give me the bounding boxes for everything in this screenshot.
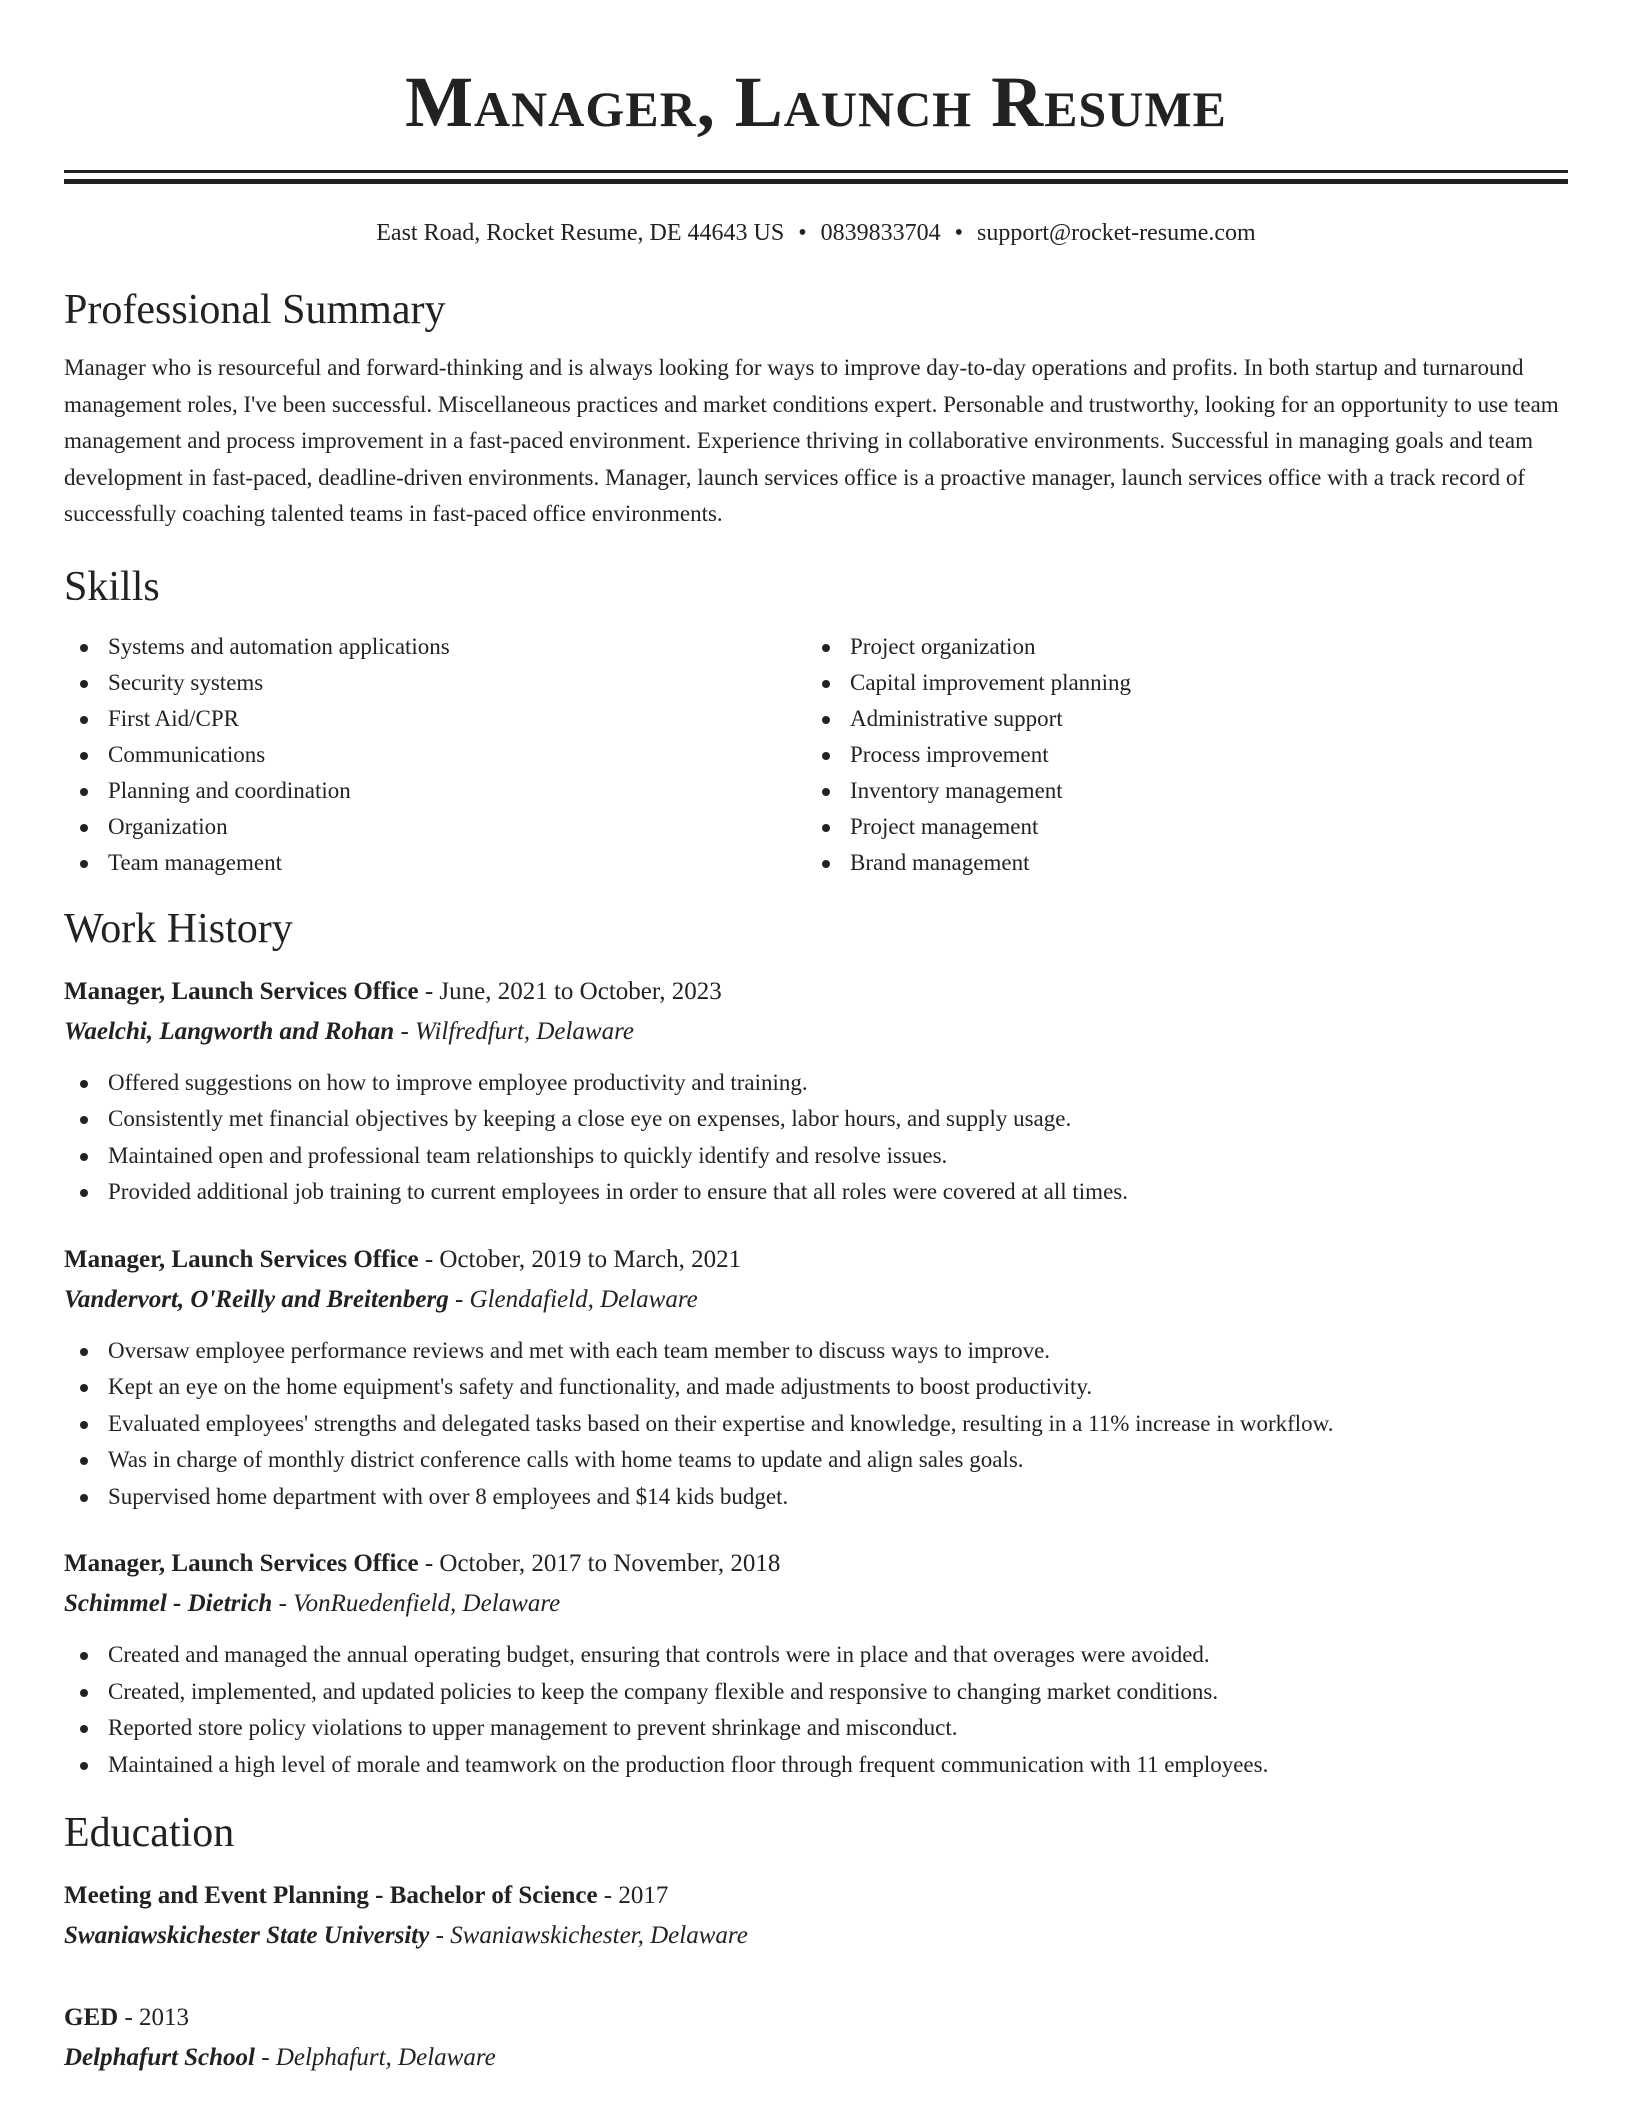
job-title-line [64,1241,1568,1279]
education-school-line [64,1917,1568,1955]
job-title: Manager, Launch Services Office [64,1550,419,1577]
skill-item: Administrative support [806,701,1548,737]
job-bullet: Was in charge of monthly district conference calls with home teams to update and align sales goals. [64,1442,1568,1479]
skills-heading: Skills [64,563,160,610]
job-bullets [64,1333,1568,1516]
title-divider-thin [64,170,1568,173]
job-company: Schimmel - Dietrich [64,1590,273,1617]
job-bullet: Consistently met financial objectives by keeping a close eye on expenses, labor hours, and supply usage. [64,1101,1568,1138]
skill-item: Team management [64,845,806,881]
education-entry [64,1999,1568,2077]
job-entry [64,1545,1568,1783]
education-heading: Education [64,1810,235,1856]
skill-item: Communications [64,737,806,773]
education-degree-line [64,1999,1568,2037]
job-bullet: Created, implemented, and updated policies to keep the company flexible and responsive to changing market conditions. [64,1674,1568,1711]
skill-item: First Aid/CPR [64,701,806,737]
job-bullet: Maintained open and professional team relationships to quickly identify and resolve issues. [64,1138,1568,1175]
skill-item: Inventory management [806,773,1548,809]
job-title: Manager, Launch Services Office [64,1245,419,1273]
job-bullet: Oversaw employee performance reviews and met with each team member to discuss ways to improve. [64,1333,1568,1370]
skill-item: Project management [806,809,1548,845]
job-bullet: Kept an eye on the home equipment's safety and functionality, and made adjustments to boost productivity. [64,1369,1568,1406]
skill-item: Organization [64,809,806,845]
contact-separator: • [954,220,964,246]
job-bullet: Provided additional job training to current employees in order to ensure that all roles were covered at all times. [64,1174,1568,1211]
contact-separator: • [798,220,807,246]
job-bullet: Offered suggestions on how to improve employee productivity and training. [64,1065,1568,1102]
skill-item: Systems and automation applications [64,629,806,665]
education-location: - Delphafurt, Delaware [255,2044,496,2071]
skill-item: Process improvement [806,737,1548,773]
job-bullet: Reported store policy violations to upper management to prevent shrinkage and misconduct. [64,1710,1568,1747]
skills-grid [64,629,1568,881]
job-dates: - June, 2021 to October, 2023 [418,977,722,1005]
job-company-line [64,1013,1568,1051]
title-divider-thick [64,179,1568,184]
job-entry [64,1241,1568,1516]
job-bullet: Supervised home department with over 8 employees and $14 kids budget. [64,1479,1568,1516]
summary-heading: Professional Summary [64,287,446,333]
education-year: - 2013 [118,2004,190,2031]
job-bullet: Maintained a high level of morale and teamwork on the production floor through frequent communication with 11 employees. [64,1747,1568,1784]
education-location: - Swaniawskichester, Delaware [429,1922,748,1949]
job-company-line [64,1585,1568,1623]
contact-address: East Road, Rocket Resume, DE 44643 US [376,220,785,246]
job-bullets [64,1637,1568,1783]
skill-item: Project organization [806,629,1548,665]
job-company: Waelchi, Langworth and Rohan [64,1017,395,1045]
job-bullet: Evaluated employees' strengths and delegated tasks based on their expertise and knowledge, resulting in a 11% increase in workflow. [64,1406,1568,1443]
job-title-line [64,973,1568,1011]
contact-line [64,218,1568,248]
skills-column-left [64,629,806,881]
skill-item: Security systems [64,665,806,701]
education-school: Swaniawskichester State University [64,1922,430,1949]
job-location: - Wilfredfurt, Delaware [394,1017,634,1045]
job-bullets [64,1065,1568,1211]
job-title-line [64,1545,1568,1583]
education-entry [64,1877,1568,1955]
education-degree-line [64,1877,1568,1915]
resume-title: Manager, Launch Resume [405,62,1227,142]
education-degree: Meeting and Event Planning - Bachelor of Science [64,1882,598,1909]
skill-item: Planning and coordination [64,773,806,809]
work-history-heading: Work History [64,905,293,952]
contact-email: support@rocket-resume.com [977,220,1256,246]
job-company: Vandervort, O'Reilly and Breitenberg [64,1285,449,1313]
job-dates: - October, 2019 to March, 2021 [418,1245,742,1273]
skill-item: Brand management [806,845,1548,881]
education-year: - 2017 [597,1882,669,1909]
job-dates: - October, 2017 to November, 2018 [418,1550,781,1577]
job-entry [64,973,1568,1211]
education-school-line [64,2039,1568,2077]
summary-text: Manager who is resourceful and forward-thinking and is always looking for ways to improve day-to-day operations and profits. In both startup and turnaround management roles, I've been successful. Miscellaneous practices and market conditions expert. Personable and trustworthy, looking for an opportunity to use team management and process improvement in a fast-paced environment. Experience thriving in collaborative environments. Successful in managing goals and team development in fast-paced, deadline-driven environments. Manager, launch services office is a proactive manager, launch services office with a track record of successfully coaching talented teams in fast-paced office environments. [64,355,1559,526]
education-degree: GED [64,2004,119,2031]
job-bullet: Created and managed the annual operating budget, ensuring that controls were in place and that overages were avoided. [64,1637,1568,1674]
contact-phone: 0839833704 [820,220,941,246]
job-location: - VonRuedenfield, Delaware [272,1590,561,1617]
job-location: - Glendafield, Delaware [448,1285,698,1313]
skill-item: Capital improvement planning [806,665,1548,701]
skills-column-right [806,629,1548,881]
job-title: Manager, Launch Services Office [64,977,419,1005]
education-school: Delphafurt School [64,2044,256,2071]
job-company-line [64,1281,1568,1319]
